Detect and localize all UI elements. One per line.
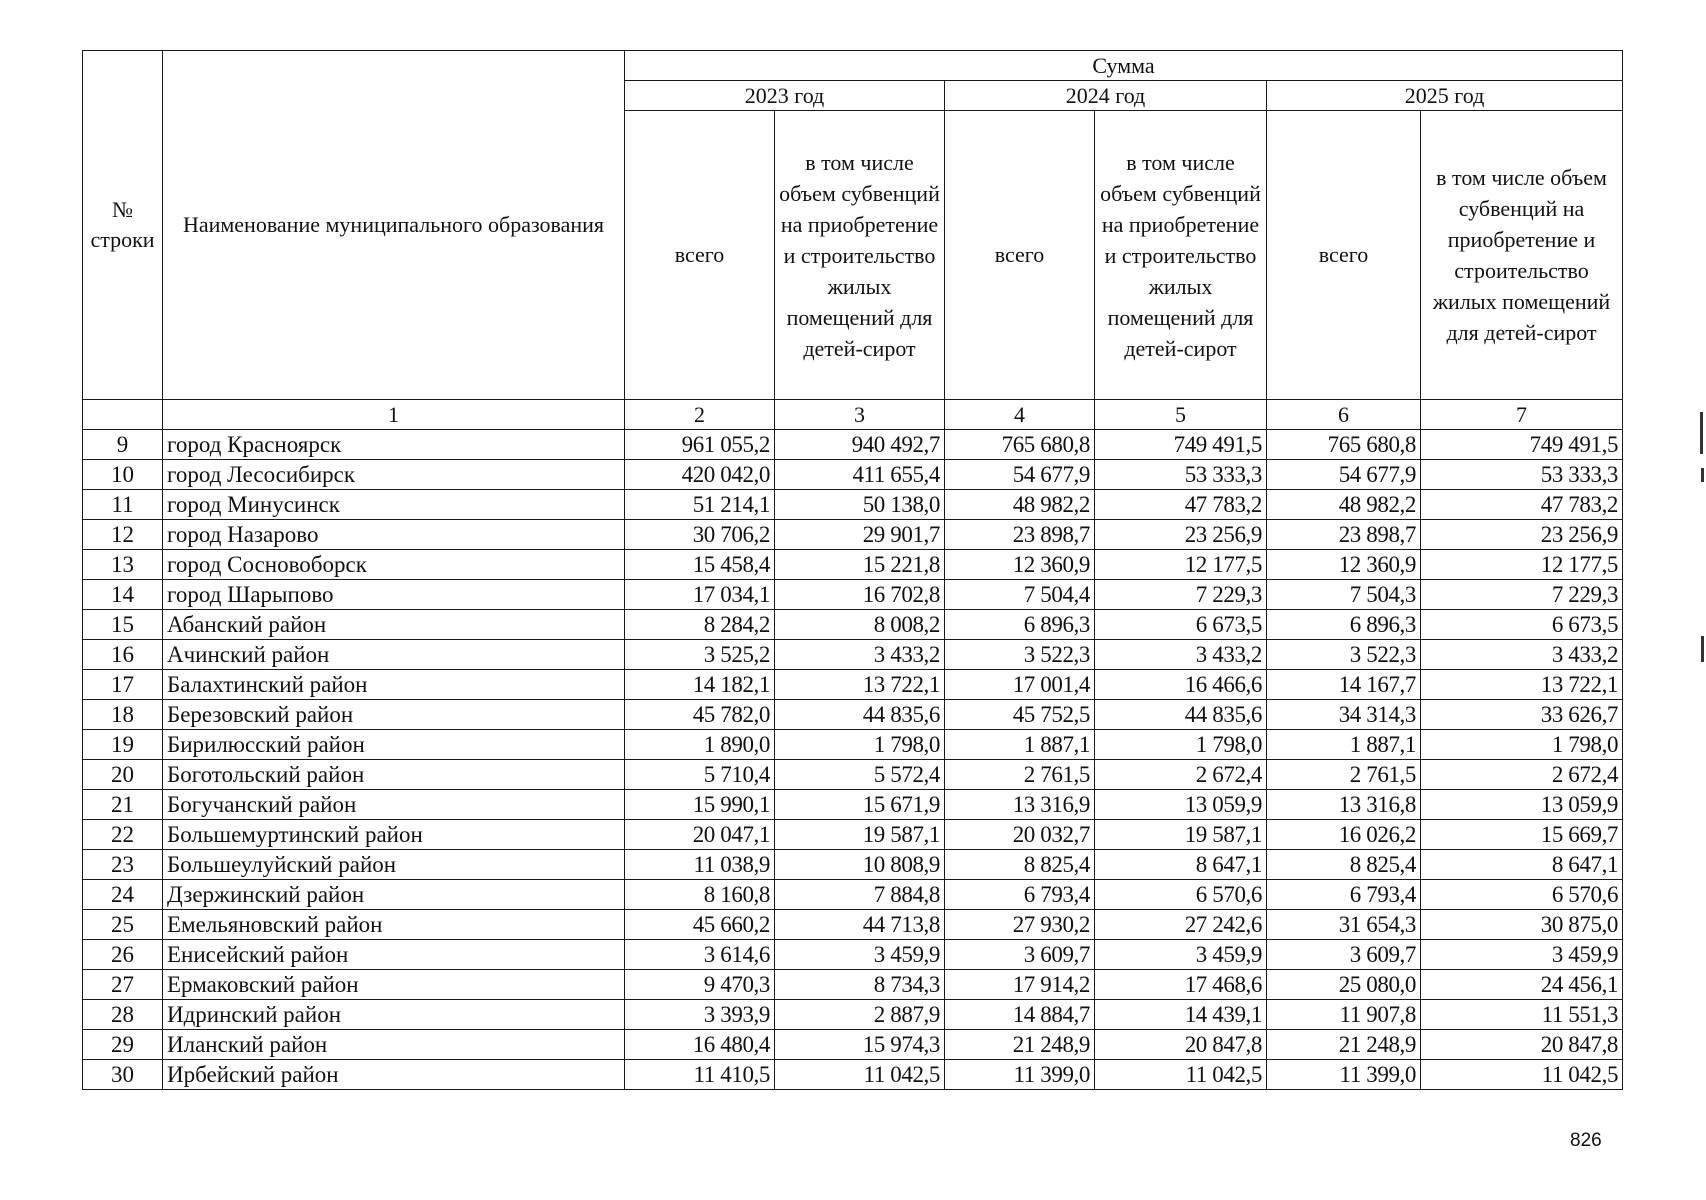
- value-cell: 20 047,1: [625, 820, 775, 850]
- table-row: [83, 730, 1623, 760]
- value-cell: 27 242,6: [1095, 910, 1267, 940]
- table-row: [83, 880, 1623, 910]
- value-cell: 12 177,5: [1095, 550, 1267, 580]
- value-cell: 48 982,2: [945, 490, 1095, 520]
- municipality-name-cell: Ачинский район: [163, 640, 625, 670]
- value-cell: 3 459,9: [1421, 940, 1623, 970]
- column-index-row: [83, 400, 1623, 430]
- value-cell: 2 761,5: [945, 760, 1095, 790]
- municipality-name-cell: Иланский район: [163, 1030, 625, 1060]
- value-cell: 13 722,1: [1421, 670, 1623, 700]
- table-row: [83, 790, 1623, 820]
- column-index-cell: 6: [1267, 400, 1421, 430]
- municipality-name-cell: Енисейский район: [163, 940, 625, 970]
- value-cell: 27 930,2: [945, 910, 1095, 940]
- value-cell: 25 080,0: [1267, 970, 1421, 1000]
- value-cell: 14 439,1: [1095, 1000, 1267, 1030]
- header-row-number: № строки: [83, 51, 163, 400]
- value-cell: 11 399,0: [945, 1060, 1095, 1090]
- row-number-cell: 19: [83, 730, 163, 760]
- value-cell: 6 673,5: [1421, 610, 1623, 640]
- value-cell: 21 248,9: [1267, 1030, 1421, 1060]
- value-cell: 13 316,9: [945, 790, 1095, 820]
- table-row: [83, 910, 1623, 940]
- value-cell: 23 256,9: [1095, 520, 1267, 550]
- row-number-cell: 21: [83, 790, 163, 820]
- table-row: [83, 970, 1623, 1000]
- value-cell: 14 167,7: [1267, 670, 1421, 700]
- value-cell: 15 221,8: [775, 550, 945, 580]
- value-cell: 3 393,9: [625, 1000, 775, 1030]
- header-incl-2024: в том числе объем субвенций на приобретение и строительство жилых помещений для детей-сирот: [1095, 111, 1267, 400]
- table-row: [83, 550, 1623, 580]
- value-cell: 30 706,2: [625, 520, 775, 550]
- value-cell: 47 783,2: [1421, 490, 1623, 520]
- value-cell: 961 055,2: [625, 430, 775, 460]
- header-total-2023: всего: [625, 111, 775, 400]
- value-cell: 20 032,7: [945, 820, 1095, 850]
- row-number-cell: 26: [83, 940, 163, 970]
- value-cell: 7 229,3: [1095, 580, 1267, 610]
- value-cell: 6 793,4: [1267, 880, 1421, 910]
- value-cell: 50 138,0: [775, 490, 945, 520]
- value-cell: 16 466,6: [1095, 670, 1267, 700]
- value-cell: 45 782,0: [625, 700, 775, 730]
- value-cell: 940 492,7: [775, 430, 945, 460]
- value-cell: 3 459,9: [1095, 940, 1267, 970]
- value-cell: 7 229,3: [1421, 580, 1623, 610]
- row-number-cell: 11: [83, 490, 163, 520]
- value-cell: 1 890,0: [625, 730, 775, 760]
- value-cell: 8 825,4: [1267, 850, 1421, 880]
- value-cell: 51 214,1: [625, 490, 775, 520]
- value-cell: 2 761,5: [1267, 760, 1421, 790]
- row-number-cell: 12: [83, 520, 163, 550]
- header-municipality-name: Наименование муниципального образования: [163, 51, 625, 400]
- row-number-cell: 25: [83, 910, 163, 940]
- value-cell: 15 671,9: [775, 790, 945, 820]
- row-number-cell: 17: [83, 670, 163, 700]
- value-cell: 10 808,9: [775, 850, 945, 880]
- value-cell: 749 491,5: [1095, 430, 1267, 460]
- value-cell: 45 660,2: [625, 910, 775, 940]
- value-cell: 11 907,8: [1267, 1000, 1421, 1030]
- value-cell: 3 433,2: [1095, 640, 1267, 670]
- value-cell: 8 160,8: [625, 880, 775, 910]
- value-cell: 13 059,9: [1421, 790, 1623, 820]
- table-row: [83, 490, 1623, 520]
- value-cell: 34 314,3: [1267, 700, 1421, 730]
- value-cell: 7 504,4: [945, 580, 1095, 610]
- value-cell: 3 614,6: [625, 940, 775, 970]
- table-row: [83, 430, 1623, 460]
- row-number-cell: 30: [83, 1060, 163, 1090]
- value-cell: 765 680,8: [1267, 430, 1421, 460]
- column-index-cell: 1: [163, 400, 625, 430]
- municipality-name-cell: Ермаковский район: [163, 970, 625, 1000]
- value-cell: 54 677,9: [1267, 460, 1421, 490]
- column-index-cell: 7: [1421, 400, 1623, 430]
- value-cell: 3 522,3: [1267, 640, 1421, 670]
- value-cell: 6 570,6: [1421, 880, 1623, 910]
- value-cell: 1 798,0: [1421, 730, 1623, 760]
- value-cell: 6 570,6: [1095, 880, 1267, 910]
- row-number-cell: 23: [83, 850, 163, 880]
- value-cell: 20 847,8: [1421, 1030, 1623, 1060]
- subsidy-table: [82, 50, 1623, 1090]
- value-cell: 15 669,7: [1421, 820, 1623, 850]
- value-cell: 1 798,0: [775, 730, 945, 760]
- header-incl-2025: в том числе объем субвенций на приобретение и строительство жилых помещений для детей-сирот: [1421, 111, 1623, 400]
- table-row: [83, 610, 1623, 640]
- header-incl-2023: в том числе объем субвенций на приобретение и строительство жилых помещений для детей-сирот: [775, 111, 945, 400]
- column-index-cell: 5: [1095, 400, 1267, 430]
- value-cell: 47 783,2: [1095, 490, 1267, 520]
- table-row: [83, 940, 1623, 970]
- row-number-cell: 29: [83, 1030, 163, 1060]
- value-cell: 11 042,5: [775, 1060, 945, 1090]
- header-year-2025: 2025 год: [1267, 81, 1623, 111]
- value-cell: 7 504,3: [1267, 580, 1421, 610]
- table-row: [83, 670, 1623, 700]
- value-cell: 11 042,5: [1095, 1060, 1267, 1090]
- value-cell: 12 360,9: [945, 550, 1095, 580]
- value-cell: 11 042,5: [1421, 1060, 1623, 1090]
- value-cell: 12 177,5: [1421, 550, 1623, 580]
- municipality-name-cell: город Сосновоборск: [163, 550, 625, 580]
- table-row: [83, 1060, 1623, 1090]
- header-total-2025: всего: [1267, 111, 1421, 400]
- value-cell: 1 887,1: [1267, 730, 1421, 760]
- value-cell: 6 793,4: [945, 880, 1095, 910]
- value-cell: 24 456,1: [1421, 970, 1623, 1000]
- municipality-name-cell: город Красноярск: [163, 430, 625, 460]
- municipality-name-cell: Боготольский район: [163, 760, 625, 790]
- row-number-cell: 22: [83, 820, 163, 850]
- row-number-cell: 20: [83, 760, 163, 790]
- table-row: [83, 1030, 1623, 1060]
- value-cell: 13 059,9: [1095, 790, 1267, 820]
- municipality-name-cell: Абанский район: [163, 610, 625, 640]
- header-year-2023: 2023 год: [625, 81, 945, 111]
- value-cell: 3 609,7: [945, 940, 1095, 970]
- value-cell: 15 990,1: [625, 790, 775, 820]
- table-row: [83, 580, 1623, 610]
- table-header: [83, 51, 1623, 430]
- value-cell: 3 433,2: [1421, 640, 1623, 670]
- row-number-cell: 10: [83, 460, 163, 490]
- municipality-name-cell: город Лесосибирск: [163, 460, 625, 490]
- value-cell: 765 680,8: [945, 430, 1095, 460]
- municipality-name-cell: Балахтинский район: [163, 670, 625, 700]
- value-cell: 30 875,0: [1421, 910, 1623, 940]
- value-cell: 1 798,0: [1095, 730, 1267, 760]
- header-sum: Сумма: [625, 51, 1623, 81]
- value-cell: 8 647,1: [1095, 850, 1267, 880]
- row-number-cell: 24: [83, 880, 163, 910]
- value-cell: 23 898,7: [945, 520, 1095, 550]
- value-cell: 420 042,0: [625, 460, 775, 490]
- value-cell: 23 256,9: [1421, 520, 1623, 550]
- municipality-name-cell: город Назарово: [163, 520, 625, 550]
- value-cell: 19 587,1: [1095, 820, 1267, 850]
- value-cell: 7 884,8: [775, 880, 945, 910]
- municipality-name-cell: Большемуртинский район: [163, 820, 625, 850]
- table-row: [83, 820, 1623, 850]
- value-cell: 11 551,3: [1421, 1000, 1623, 1030]
- value-cell: 13 316,8: [1267, 790, 1421, 820]
- table-row: [83, 460, 1623, 490]
- value-cell: 53 333,3: [1095, 460, 1267, 490]
- scan-margin-mark: [1701, 636, 1704, 662]
- value-cell: 8 647,1: [1421, 850, 1623, 880]
- row-number-cell: 14: [83, 580, 163, 610]
- table-row: [83, 850, 1623, 880]
- value-cell: 44 835,6: [775, 700, 945, 730]
- municipality-name-cell: город Шарыпово: [163, 580, 625, 610]
- column-index-cell: 2: [625, 400, 775, 430]
- value-cell: 2 672,4: [1421, 760, 1623, 790]
- value-cell: 15 458,4: [625, 550, 775, 580]
- value-cell: 29 901,7: [775, 520, 945, 550]
- value-cell: 16 702,8: [775, 580, 945, 610]
- value-cell: 6 673,5: [1095, 610, 1267, 640]
- value-cell: 54 677,9: [945, 460, 1095, 490]
- value-cell: 44 835,6: [1095, 700, 1267, 730]
- table-row: [83, 640, 1623, 670]
- value-cell: 2 887,9: [775, 1000, 945, 1030]
- column-index-cell: 4: [945, 400, 1095, 430]
- value-cell: 19 587,1: [775, 820, 945, 850]
- value-cell: 21 248,9: [945, 1030, 1095, 1060]
- municipality-name-cell: Большеулуйский район: [163, 850, 625, 880]
- value-cell: 3 522,3: [945, 640, 1095, 670]
- table-body: [83, 430, 1623, 1090]
- value-cell: 16 026,2: [1267, 820, 1421, 850]
- value-cell: 11 399,0: [1267, 1060, 1421, 1090]
- value-cell: 3 433,2: [775, 640, 945, 670]
- value-cell: 3 459,9: [775, 940, 945, 970]
- value-cell: 48 982,2: [1267, 490, 1421, 520]
- value-cell: 33 626,7: [1421, 700, 1623, 730]
- value-cell: 14 182,1: [625, 670, 775, 700]
- header-year-2024: 2024 год: [945, 81, 1267, 111]
- row-number-cell: 15: [83, 610, 163, 640]
- row-number-cell: 28: [83, 1000, 163, 1030]
- row-number-cell: 18: [83, 700, 163, 730]
- row-number-cell: 16: [83, 640, 163, 670]
- value-cell: 411 655,4: [775, 460, 945, 490]
- municipality-name-cell: Емельяновский район: [163, 910, 625, 940]
- value-cell: 45 752,5: [945, 700, 1095, 730]
- value-cell: 8 825,4: [945, 850, 1095, 880]
- column-index-cell: 3: [775, 400, 945, 430]
- value-cell: 11 410,5: [625, 1060, 775, 1090]
- value-cell: 31 654,3: [1267, 910, 1421, 940]
- value-cell: 2 672,4: [1095, 760, 1267, 790]
- value-cell: 13 722,1: [775, 670, 945, 700]
- municipality-name-cell: Ирбейский район: [163, 1060, 625, 1090]
- value-cell: 17 914,2: [945, 970, 1095, 1000]
- value-cell: 5 572,4: [775, 760, 945, 790]
- table-row: [83, 700, 1623, 730]
- value-cell: 17 468,6: [1095, 970, 1267, 1000]
- municipality-name-cell: Дзержинский район: [163, 880, 625, 910]
- value-cell: 14 884,7: [945, 1000, 1095, 1030]
- row-number-cell: 13: [83, 550, 163, 580]
- value-cell: 8 284,2: [625, 610, 775, 640]
- scan-margin-mark: [1701, 468, 1704, 482]
- value-cell: 23 898,7: [1267, 520, 1421, 550]
- row-number-cell: 27: [83, 970, 163, 1000]
- value-cell: 6 896,3: [1267, 610, 1421, 640]
- value-cell: 9 470,3: [625, 970, 775, 1000]
- page-number: 826: [1570, 1130, 1602, 1151]
- value-cell: 20 847,8: [1095, 1030, 1267, 1060]
- value-cell: 8 008,2: [775, 610, 945, 640]
- scan-margin-mark: [1700, 412, 1703, 454]
- municipality-name-cell: Бирилюсский район: [163, 730, 625, 760]
- municipality-name-cell: Богучанский район: [163, 790, 625, 820]
- table-row: [83, 520, 1623, 550]
- municipality-name-cell: Березовский район: [163, 700, 625, 730]
- value-cell: 17 034,1: [625, 580, 775, 610]
- value-cell: 749 491,5: [1421, 430, 1623, 460]
- table-row: [83, 760, 1623, 790]
- value-cell: 44 713,8: [775, 910, 945, 940]
- value-cell: 12 360,9: [1267, 550, 1421, 580]
- municipality-name-cell: Идринский район: [163, 1000, 625, 1030]
- value-cell: 1 887,1: [945, 730, 1095, 760]
- column-index-cell: [83, 400, 163, 430]
- value-cell: 17 001,4: [945, 670, 1095, 700]
- value-cell: 3 609,7: [1267, 940, 1421, 970]
- header-total-2024: всего: [945, 111, 1095, 400]
- value-cell: 15 974,3: [775, 1030, 945, 1060]
- value-cell: 53 333,3: [1421, 460, 1623, 490]
- value-cell: 16 480,4: [625, 1030, 775, 1060]
- row-number-cell: 9: [83, 430, 163, 460]
- value-cell: 6 896,3: [945, 610, 1095, 640]
- municipality-name-cell: город Минусинск: [163, 490, 625, 520]
- value-cell: 8 734,3: [775, 970, 945, 1000]
- value-cell: 3 525,2: [625, 640, 775, 670]
- value-cell: 11 038,9: [625, 850, 775, 880]
- value-cell: 5 710,4: [625, 760, 775, 790]
- table-row: [83, 1000, 1623, 1030]
